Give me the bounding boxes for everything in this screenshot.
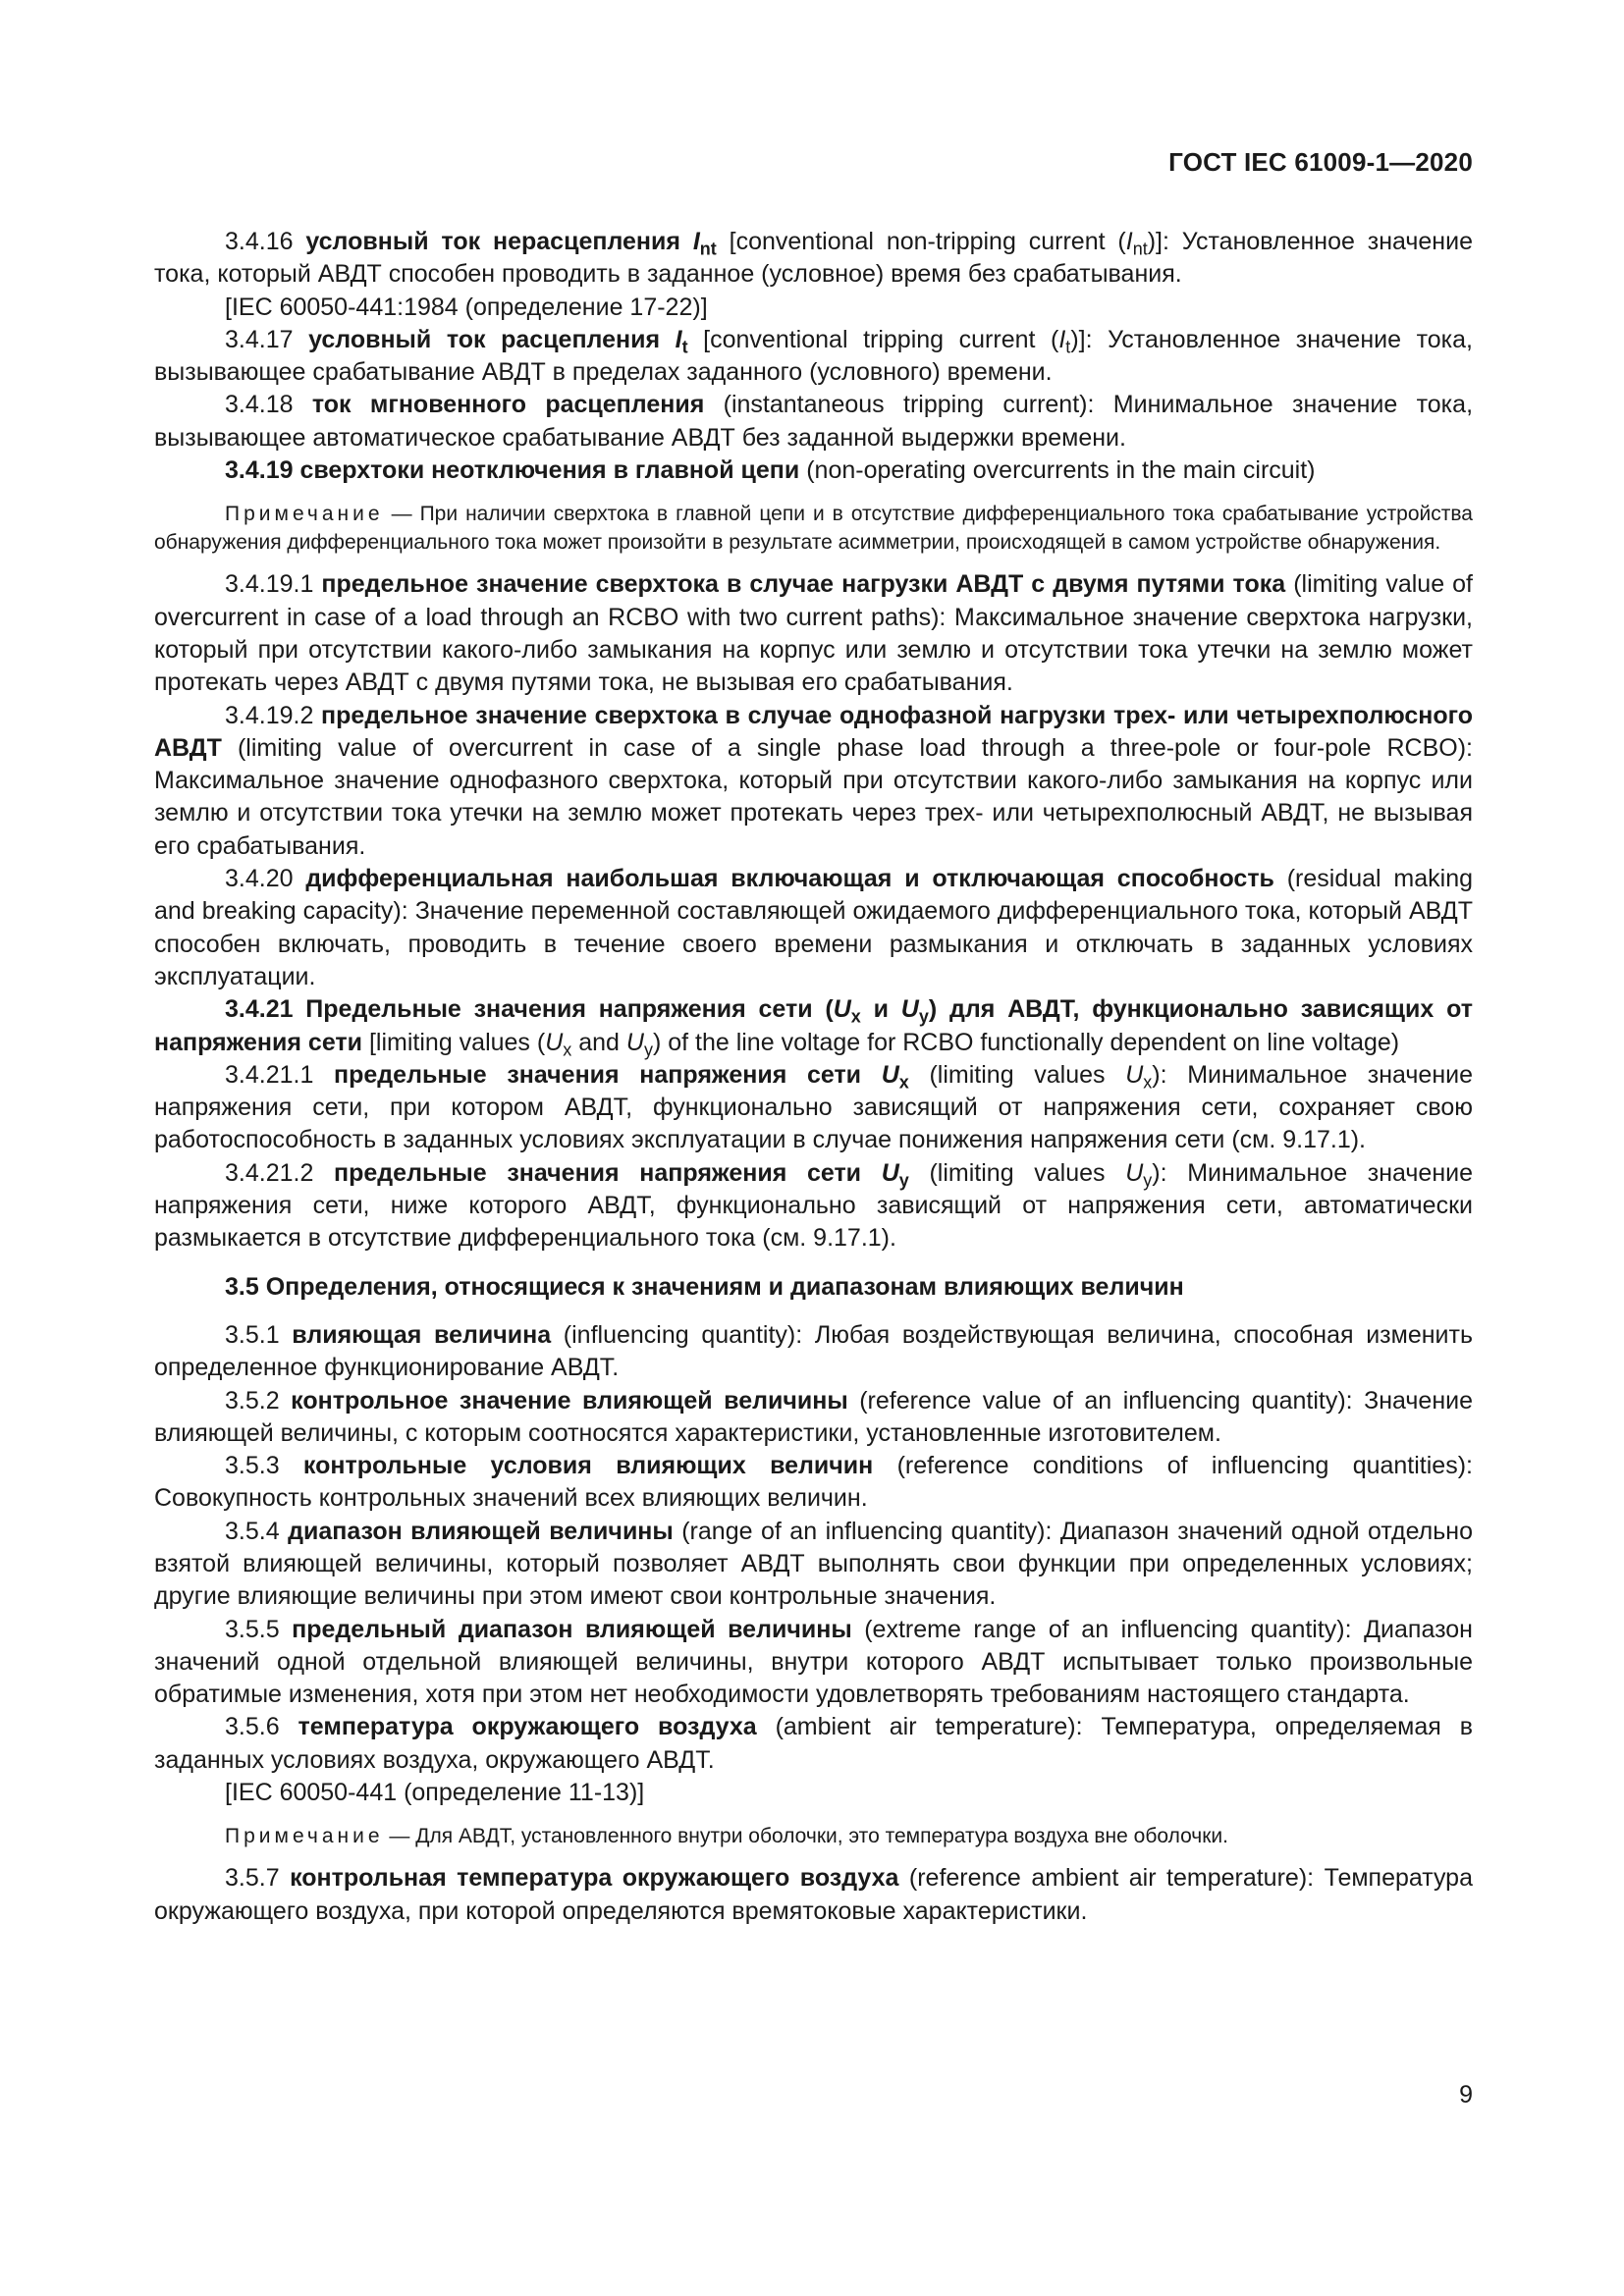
definition-text: (extreme range of an influencing quantity): Диапазон значений одной отдельной влияющей величины, внутри которого АВДТ испытывает только произвольные обратимые изменения, хотя при этом нет необходимости удовлетворять требованиям настоящего стандарта. bbox=[154, 1615, 1473, 1709]
term: предельные значения напряжения сети bbox=[334, 1158, 882, 1187]
definition-text: (limiting values bbox=[908, 1158, 1126, 1187]
definition-3-4-21 bbox=[154, 993, 1473, 1059]
definition-text: )]: Установленное значение тока, который АВДТ способен проводить в заданное (условное) время без срабатывания. bbox=[154, 228, 1473, 289]
definition-text: ): Минимальное значение напряжения сети, ниже которого АВДТ, функционально зависящий от напряжения сети, автоматически размыкается в отсутствие дифференциального тока (см. 9.17.1). bbox=[154, 1158, 1473, 1253]
clause-number: 3.4.18 bbox=[225, 391, 312, 419]
term: контрольное значение влияющей величины bbox=[291, 1386, 848, 1415]
clause-number: 3.5.7 bbox=[225, 1864, 291, 1893]
symbol: U bbox=[881, 1158, 899, 1187]
clause-number: 3.4.19.1 bbox=[225, 570, 322, 599]
symbol: I bbox=[1058, 325, 1066, 353]
symbol-subscript: x bbox=[563, 1039, 572, 1059]
term: влияющая величина bbox=[292, 1320, 552, 1349]
definition-3-5-2 bbox=[154, 1385, 1473, 1451]
definition-3-4-19 bbox=[154, 454, 1473, 487]
symbol: I bbox=[675, 325, 682, 353]
definition-text: [limiting values ( bbox=[362, 1028, 546, 1056]
definition-3-5-7 bbox=[154, 1862, 1473, 1928]
term: предельное значение сверхтока в случае однофазной нагрузки трех- или четырехполюсного АВДТ bbox=[154, 701, 1473, 762]
note-label: Примечание bbox=[225, 1825, 384, 1848]
term: условный ток расцепления bbox=[308, 325, 676, 353]
definition-3-5-4 bbox=[154, 1516, 1473, 1614]
definition-text: ) of the line voltage for RCBO functionally dependent on line voltage) bbox=[652, 1028, 1400, 1056]
section-heading: 3.5 Определения, относящиеся к значениям и диапазонам влияющих величин bbox=[225, 1272, 1184, 1301]
term: дифференциальная наибольшая включающая и отключающая способность bbox=[305, 865, 1274, 893]
term: и bbox=[860, 995, 901, 1024]
symbol-subscript: x bbox=[1143, 1072, 1153, 1093]
definition-text: (range of an influencing quantity): Диапазон значений одной отдельно взятой влияющей величины, который позволяет АВДТ выполнять свои функции при определенных условиях; другие влияющие величины при этом имеют свои контрольные значения. bbox=[154, 1517, 1473, 1611]
note bbox=[154, 1822, 1473, 1850]
symbol: I bbox=[1125, 228, 1133, 255]
reference-citation: [IEC 60050-441:1984 (определение 17-22)] bbox=[225, 293, 708, 321]
symbol: U bbox=[900, 995, 919, 1024]
symbol-subscript: x bbox=[898, 1072, 909, 1093]
definition-3-5-6 bbox=[154, 1711, 1473, 1777]
term: контрольная температура окружающего воздуха bbox=[290, 1864, 899, 1893]
definition-text: (ambient air temperature): Температура, определяемая в заданных условиях воздуха, окружающего АВДТ. bbox=[154, 1713, 1473, 1774]
clause-number: 3.4.19.2 bbox=[225, 701, 322, 729]
note bbox=[154, 500, 1473, 557]
definition-text: (non-operating overcurrents in the main circuit) bbox=[799, 456, 1316, 485]
term: температура окружающего воздуха bbox=[298, 1713, 757, 1741]
definition-3-5-3 bbox=[154, 1450, 1473, 1516]
definition-3-4-19-2 bbox=[154, 700, 1473, 863]
definition-text: [conventional tripping current ( bbox=[687, 325, 1059, 353]
symbol-subscript: y bbox=[643, 1039, 653, 1059]
clause-number: 3.4.17 bbox=[225, 325, 309, 353]
clause-number: 3.4.16 bbox=[225, 228, 306, 255]
definition-text: ): Минимальное значение напряжения сети, при котором АВДТ, функционально зависящий от напряжения сети, сохраняет свою работоспособность в заданных условиях эксплуатации в случае понижения напряжения сети (см. 9.17.1). bbox=[154, 1060, 1473, 1154]
symbol: I bbox=[692, 228, 700, 255]
clause-number: 3.4.21.1 bbox=[225, 1060, 335, 1089]
definition-text: and bbox=[571, 1028, 626, 1056]
symbol: U bbox=[625, 1028, 644, 1056]
symbol: U bbox=[545, 1028, 564, 1056]
note-text: — При наличии сверхтока в главной цепи и в отсутствие дифференциального тока срабатывание устройства обнаружения дифференциального тока может произойти в результате асимметрии, происходящей в самом устройстве обнаружения. bbox=[154, 503, 1473, 555]
definition-3-4-21-2 bbox=[154, 1157, 1473, 1255]
symbol: U bbox=[833, 995, 851, 1024]
definition-3-4-16 bbox=[154, 226, 1473, 292]
term: условный ток нерасцепления bbox=[305, 228, 693, 255]
definition-text: (reference conditions of influencing quantities): Совокупность контрольных значений всех влияющих величин. bbox=[154, 1452, 1473, 1513]
definition-3-5-1 bbox=[154, 1319, 1473, 1385]
clause-number: 3.5.2 bbox=[225, 1386, 292, 1415]
note-text: — Для АВДТ, установленного внутри оболочки, это температура воздуха вне оболочки. bbox=[383, 1825, 1228, 1848]
clause-number: 3.5.4 bbox=[225, 1517, 289, 1545]
reference-citation: [IEC 60050-441 (определение 11-13)] bbox=[225, 1779, 645, 1807]
symbol-subscript: x bbox=[850, 1006, 861, 1027]
symbol-subscript: nt bbox=[699, 239, 717, 259]
definition-3-4-19-1 bbox=[154, 568, 1473, 699]
definition-3-5-5 bbox=[154, 1614, 1473, 1712]
term: предельные значения напряжения сети bbox=[334, 1060, 882, 1089]
clause-number: 3.5.1 bbox=[225, 1320, 293, 1349]
definition-text: (reference ambient air temperature): Температура окружающего воздуха, при которой определяются времятоковые характеристики. bbox=[154, 1864, 1473, 1925]
symbol-subscript: t bbox=[681, 337, 688, 357]
symbol: U bbox=[881, 1060, 899, 1089]
definition-text: (instantaneous tripping current): Минимальное значение тока, вызывающее автоматическое срабатывание АВДТ без заданной выдержки времени. bbox=[154, 391, 1474, 452]
definition-text: )]: Установленное значение тока, вызывающее срабатывание АВДТ в пределах заданного (условного) времени. bbox=[154, 325, 1473, 387]
symbol: U bbox=[1125, 1060, 1144, 1089]
symbol-subscript: y bbox=[1143, 1170, 1153, 1191]
definition-text: (residual making and breaking capacity): Значение переменной составляющей ожидаемого дифференциального тока, который АВДТ способен включать, проводить в течение своего времени размыкания и отключать в заданных условиях эксплуатации. bbox=[154, 865, 1474, 990]
clause-number: 3.5.5 bbox=[225, 1615, 293, 1643]
symbol: U bbox=[1125, 1158, 1144, 1187]
term: предельный диапазон влияющей величины bbox=[292, 1615, 852, 1643]
term: диапазон влияющей величины bbox=[288, 1517, 674, 1545]
clause-number: 3.5.3 bbox=[225, 1452, 303, 1480]
term: контрольные условия влияющих величин bbox=[302, 1452, 874, 1480]
clause-number: 3.4.20 bbox=[225, 865, 306, 893]
definition-3-4-18 bbox=[154, 389, 1473, 454]
definition-text: (influencing quantity): Любая воздействующая величина, способная изменить определенное функционирование АВДТ. bbox=[154, 1320, 1473, 1382]
page-number: 9 bbox=[1459, 2081, 1473, 2109]
definition-text: (limiting value of overcurrent in case of a single phase load through a three-pole or four-pole RCBO): Максимальное значение однофазного сверхтока, который при отсутствии какого-либо замыкания на корпус или землю и отсутствии тока утечки на землю может протекать через трех- или четырехполюсный АВДТ, не вызывая его срабатывания. bbox=[154, 733, 1473, 860]
definition-3-4-17 bbox=[154, 324, 1473, 390]
term: предельное значение сверхтока в случае нагрузки АВДТ с двумя путями тока bbox=[321, 570, 1286, 599]
definition-3-4-21-1 bbox=[154, 1059, 1473, 1157]
note-label: Примечание bbox=[225, 503, 384, 526]
symbol-subscript: t bbox=[1065, 337, 1071, 357]
definition-3-4-20 bbox=[154, 863, 1473, 993]
symbol-subscript: y bbox=[898, 1170, 909, 1191]
definition-text: [conventional non-tripping current ( bbox=[716, 228, 1126, 255]
term: 3.4.19 сверхтоки неотключения в главной цепи bbox=[225, 456, 800, 485]
definition-text: (reference value of an influencing quantity): Значение влияющей величины, с которым соотносятся характеристики, установленные изготовителем. bbox=[154, 1386, 1474, 1447]
definition-text: (limiting values bbox=[908, 1060, 1126, 1089]
document-body bbox=[154, 226, 1473, 1928]
definition-text: (limiting value of overcurrent in case of a load through an RCBO with two current paths): Максимальное значение сверхтока нагрузки, который при отсутствии какого-либо замыкания на корпус или землю и отсутствии тока утечки на землю может протекать через АВДТ с двумя путями тока, не вызывая его срабатывания. bbox=[154, 570, 1473, 697]
symbol-subscript: nt bbox=[1132, 239, 1148, 259]
clause-number: 3.5.6 bbox=[225, 1713, 298, 1741]
document-code-header: ГОСТ IEC 61009-1—2020 bbox=[1168, 147, 1473, 177]
term: 3.4.21 Предельные значения напряжения сети ( bbox=[225, 995, 834, 1024]
clause-number: 3.4.21.2 bbox=[225, 1158, 335, 1187]
symbol-subscript: y bbox=[918, 1006, 929, 1027]
term: ) для АВДТ, функционально зависящих от напряжения сети bbox=[154, 995, 1473, 1056]
term: ток мгновенного расцепления bbox=[311, 391, 705, 419]
